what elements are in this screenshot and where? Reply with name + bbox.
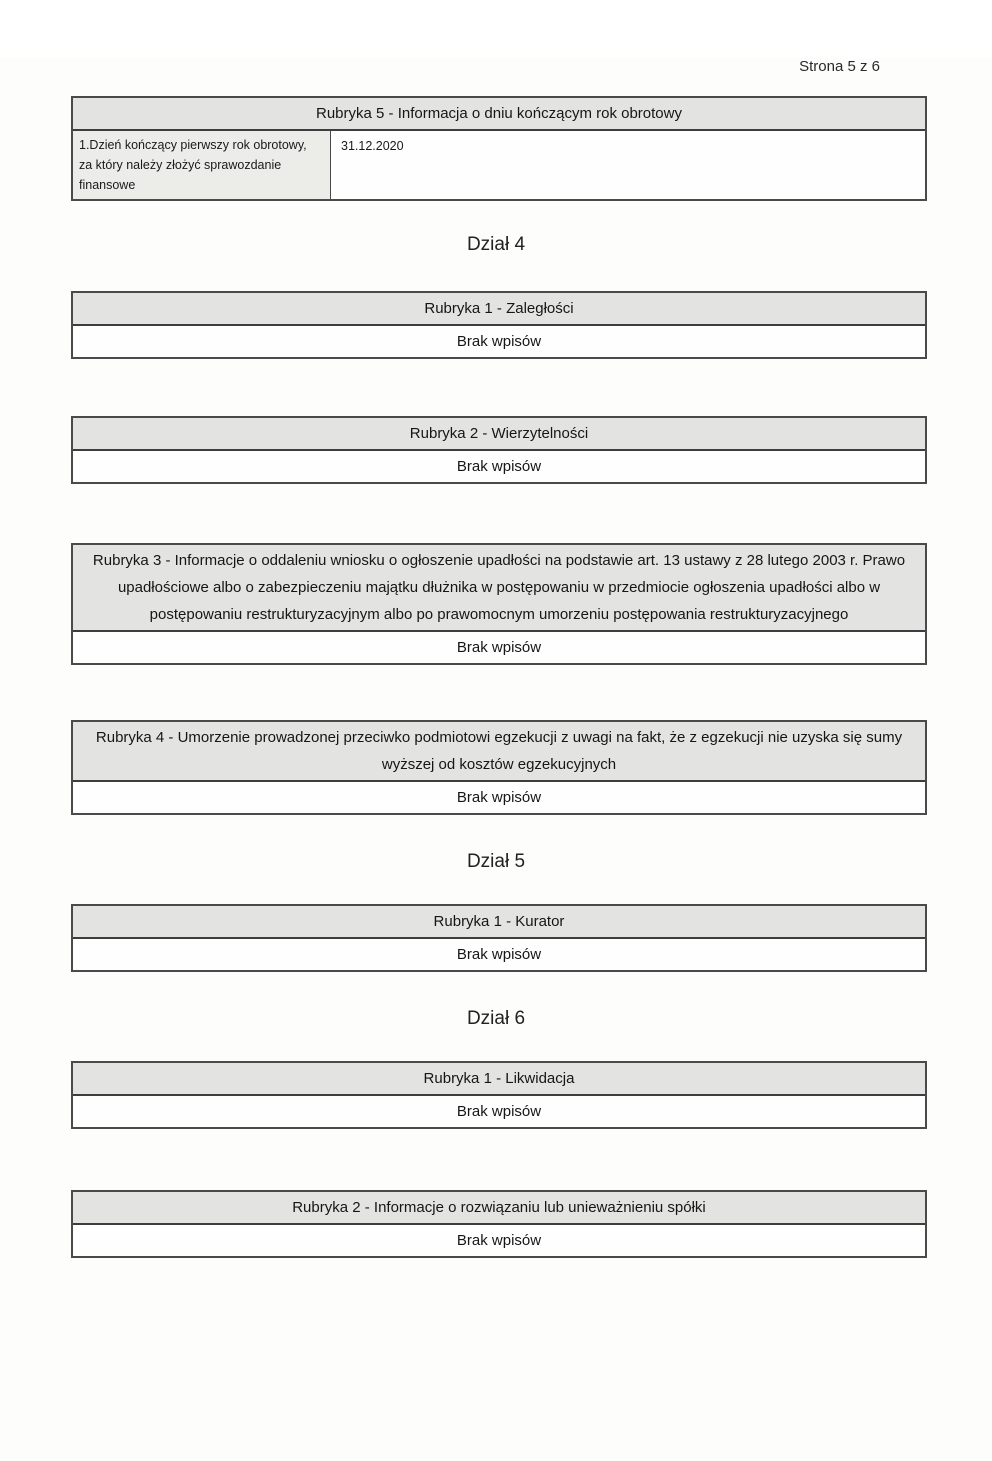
rubryka-title: Rubryka 2 - Wierzytelności [73, 418, 925, 451]
no-entries-row: Brak wpisów [73, 1225, 925, 1256]
rubryka5-table [71, 96, 927, 201]
section-heading-dzial-4: Dział 4 [466, 234, 526, 255]
table-row [73, 131, 925, 199]
rubryka-table-oddalenie-wniosku [71, 543, 927, 665]
rubryka-table-wierzytelnosci [71, 416, 927, 484]
rubryka-title: Rubryka 1 - Zaległości [73, 293, 925, 326]
section-heading-dzial-6: Dział 6 [466, 1008, 526, 1029]
rubryka-table-umorzenie-egzekucji [71, 720, 927, 815]
row-label-first-fiscal-year: 1.Dzień kończący pierwszy rok obrotowy, za który należy złożyć sprawozdanie finansowe [73, 131, 331, 199]
rubryka5-title: Rubryka 5 - Informacja o dniu kończącym rok obrotowy [73, 98, 925, 131]
no-entries-row: Brak wpisów [73, 451, 925, 482]
rubryka-title: Rubryka 4 - Umorzenie prowadzonej przeciwko podmiotowi egzekucji z uwagi na fakt, że z egzekucji nie uzyska się sumy wyższej od kosztów egzekucyjnych [73, 722, 925, 782]
page-indicator: Strona 5 z 6 [799, 58, 880, 75]
rubryka-table-kurator [71, 904, 927, 972]
rubryka-table-likwidacja [71, 1061, 927, 1129]
rubryka-title: Rubryka 3 - Informacje o oddaleniu wniosku o ogłoszenie upadłości na podstawie art. 13 ustawy z 28 lutego 2003 r. Prawo upadłościowe albo o zabezpieczeniu majątku dłużnika w postępowaniu w przedmiocie ogłoszenia upadłości albo w postępowaniu restrukturyzacyjnym albo po prawomocnym umorzeniu postępowania restrukturyzacyjnego [73, 545, 925, 632]
no-entries-row: Brak wpisów [73, 782, 925, 813]
rubryka-title: Rubryka 1 - Kurator [73, 906, 925, 939]
rubryka-title: Rubryka 2 - Informacje o rozwiązaniu lub unieważnieniu spółki [73, 1192, 925, 1225]
no-entries-row: Brak wpisów [73, 939, 925, 970]
rubryka-table-zaleglosci [71, 291, 927, 359]
row-value-first-fiscal-year-date: 31.12.2020 [331, 131, 925, 199]
section-heading-dzial-5: Dział 5 [466, 851, 526, 872]
no-entries-row: Brak wpisów [73, 1096, 925, 1127]
no-entries-row: Brak wpisów [73, 326, 925, 357]
rubryka-title: Rubryka 1 - Likwidacja [73, 1063, 925, 1096]
rubryka-table-rozwiazanie-uniewaznienie [71, 1190, 927, 1258]
no-entries-row: Brak wpisów [73, 632, 925, 663]
